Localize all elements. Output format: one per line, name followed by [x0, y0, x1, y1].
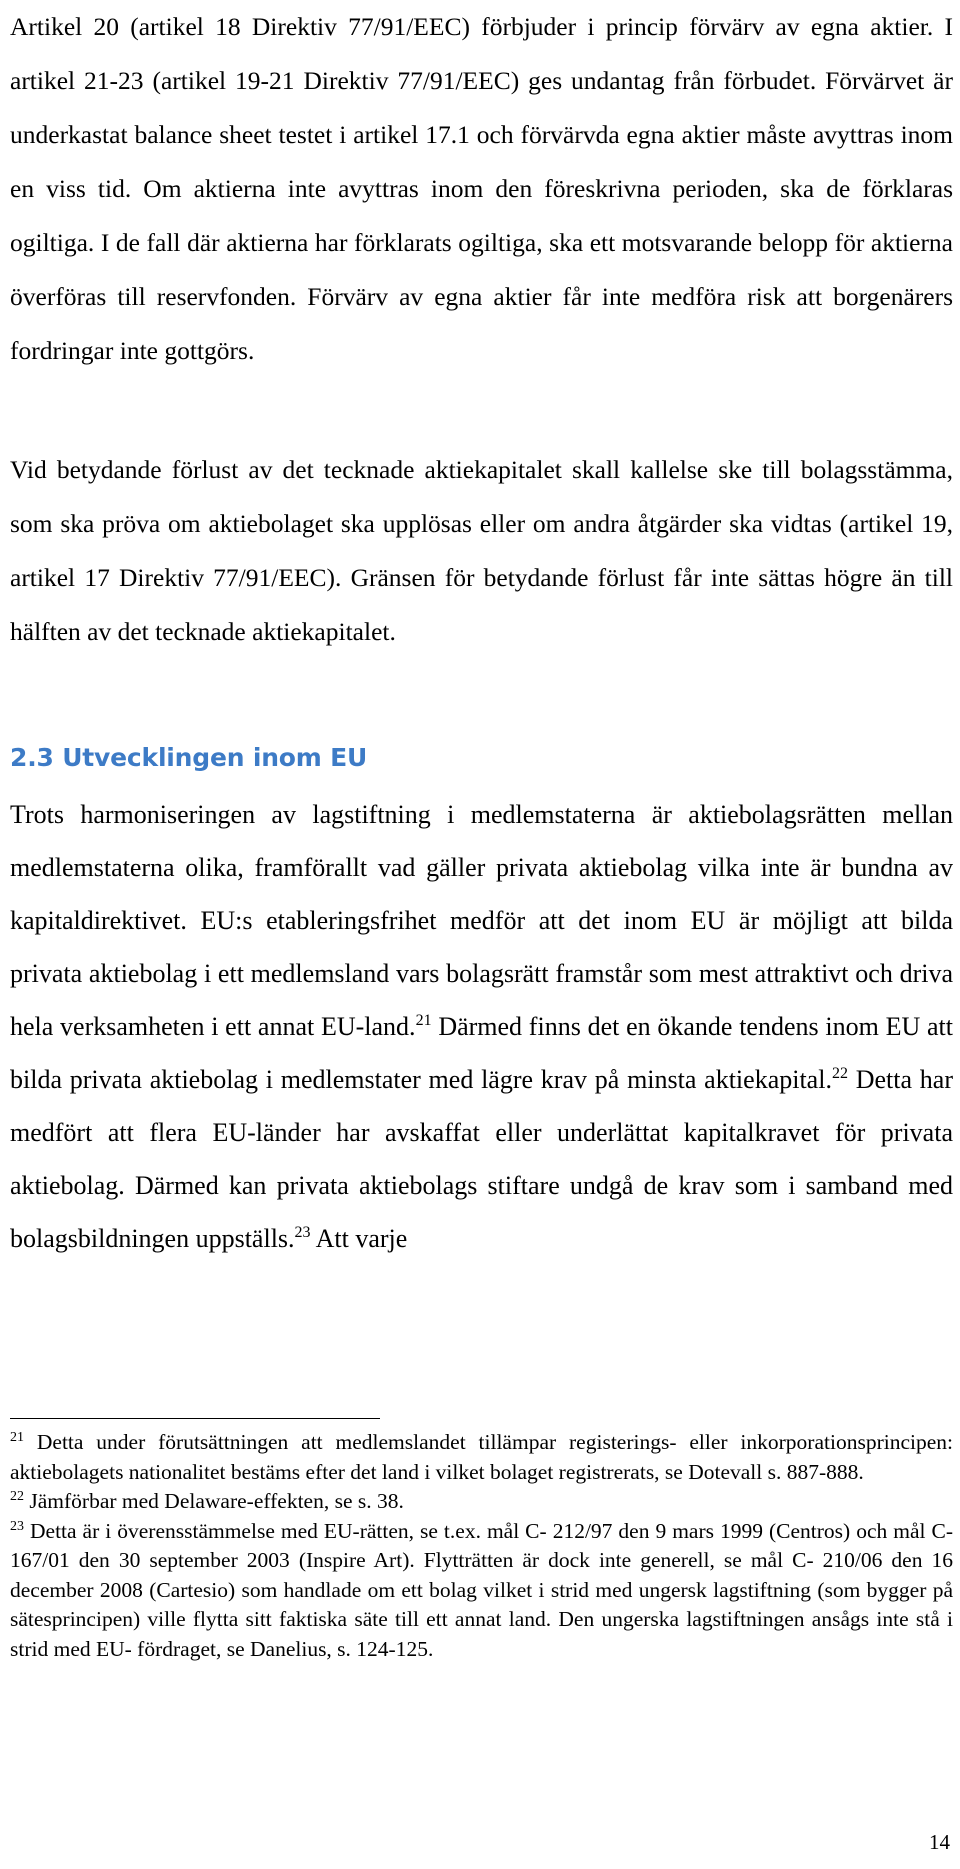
footnote-ref-21[interactable]: 21 — [415, 1012, 432, 1029]
page-number: 14 — [929, 1830, 950, 1854]
text-segment: Trots harmoniseringen av lagstiftning i medlemstaterna är aktiebolagsrätten mellan medlemstaterna olika, framförallt vad gäller privata aktiebolag vilka inte är bundna av kapitaldirektivet. EU:s etableringsfrihet medför att det inom EU är möjligt att bilda privata aktiebolag i ett medlemsland vars bolagsrätt framstår som mest attraktivt och driva hela verksamheten i ett annat EU-land. — [10, 800, 953, 1041]
footnotes — [10, 1428, 953, 1664]
footnote-number: 23 — [10, 1518, 24, 1534]
footnote-divider — [10, 1418, 380, 1419]
footnote-text: Detta under förutsättningen att medlemslandet tillämpar registerings- eller inkorporationsprincipen: aktiebolagets nationalitet bestäms efter det land i vilket bolaget registrerats, se Dotevall s. 887-888. — [10, 1430, 953, 1484]
paragraph-own-shares: Artikel 20 (artikel 18 Direktiv 77/91/EEC) förbjuder i princip förvärv av egna aktier. I artikel 21-23 (artikel 19-21 Direktiv 77/91/EEC) ges undantag från förbudet. Förvärvet är underkastat balance sheet testet i artikel 17.1 och förvärvda egna aktier måste avyttras inom en viss tid. Om aktierna inte avyttras inom den föreskrivna perioden, ska de förklaras ogiltiga. I de fall där aktierna har förklarats ogiltiga, ska ett motsvarande belopp för aktierna överföras till reservfonden. Förvärv av egna aktier får inte medföra risk att borgenärers fordringar inte gottgörs. — [10, 12, 953, 365]
text-segment: Därmed finns det en ökande tendens inom EU att bilda privata aktiebolag i medlemstater med lägre krav på minsta aktiekapital. — [10, 1012, 953, 1094]
footnote-22 — [10, 1487, 953, 1517]
footnote-number: 21 — [10, 1430, 24, 1445]
text-segment: Detta har medfört att flera EU-länder har avskaffat eller underlättat kapitalkravet för privata aktiebolag. Därmed kan privata aktiebolags stiftare undgå de krav som i samband med bolagsbildningen uppställs. — [10, 1065, 953, 1253]
paragraph-capital-loss: Vid betydande förlust av det tecknade aktiekapitalet skall kallelse ske till bolagsstämma, som ska pröva om aktiebolaget ska upplösas eller om andra åtgärder ska vidtas (artikel 19, artikel 17 Direktiv 77/91/EEC). Gränsen för betydande förlust får inte sättas högre än till hälften av det tecknade aktiekapitalet. — [10, 455, 953, 646]
footnote-number: 22 — [10, 1489, 24, 1504]
paragraph-eu-development — [10, 788, 953, 1265]
footnote-21 — [10, 1428, 953, 1487]
footnote-23 — [10, 1517, 953, 1665]
footnote-ref-23[interactable]: 23 — [294, 1224, 311, 1241]
footnote-text: Detta är i överensstämmelse med EU-rätten, se t.ex. mål C- 212/97 den 9 mars 1999 (Centros) och mål C- 167/01 den 30 september 2003 (Inspire Art). Flytträtten är dock inte generell, se mål C- 210/06 den 16 december 2008 (Cartesio) som handlade om ett bolag vilket i strid med ungersk lagstiftning (som bygger på sätesprincipen) ville flytta sitt faktiska säte till ett annat land. Den ungerska lagstiftningen ansågs inte stå i strid med EU- fördraget, se Danelius, s. 124-125. — [10, 1518, 953, 1661]
text-segment: Att varje — [310, 1224, 408, 1253]
footnote-ref-22[interactable]: 22 — [831, 1065, 848, 1082]
section-heading: 2.3 Utvecklingen inom EU — [10, 743, 368, 772]
footnote-text: Jämförbar med Delaware-effekten, se s. 38. — [24, 1489, 404, 1513]
